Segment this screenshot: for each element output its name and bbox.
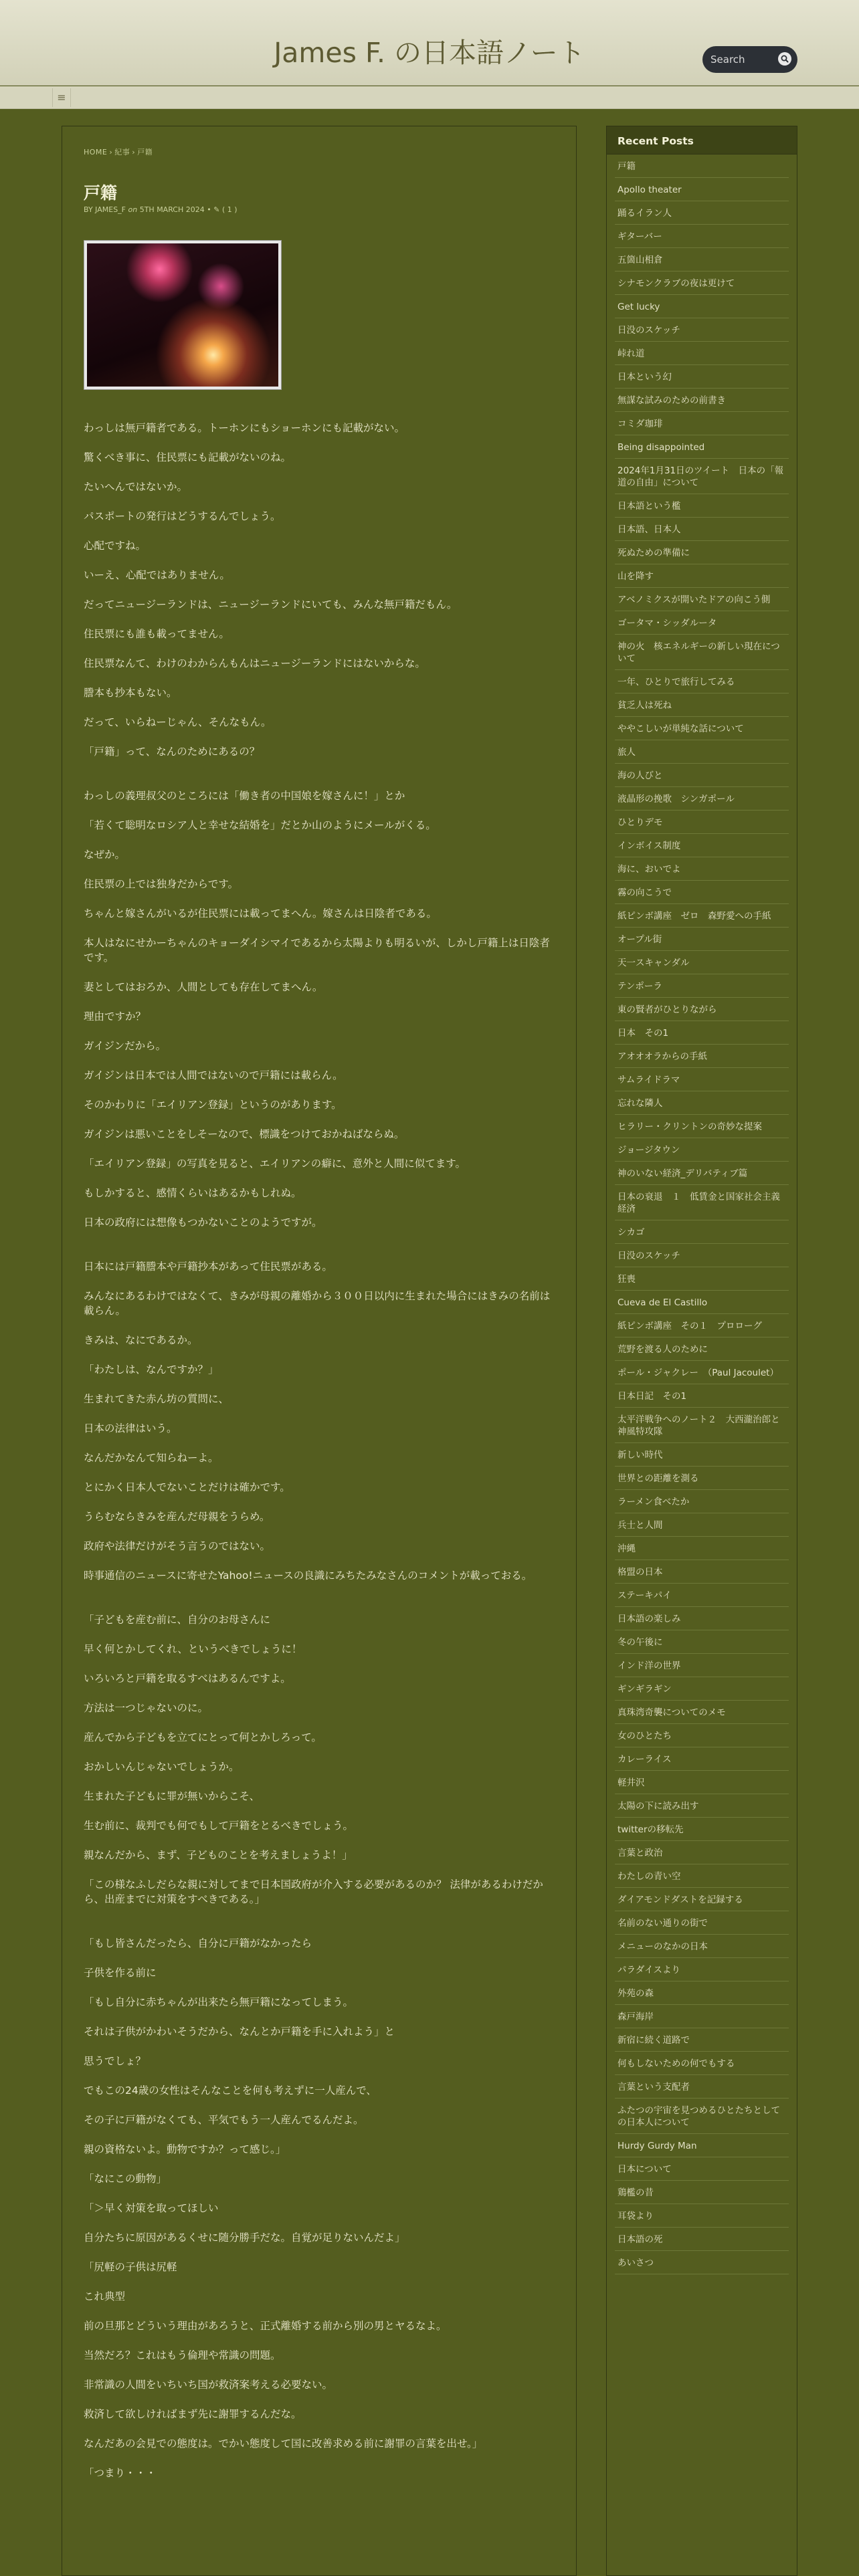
recent-post-link[interactable]: ふたつの宇宙を見つめるひとたちとしての日本人について [615,2099,789,2134]
recent-post-link[interactable]: 天一スキャンダル [615,951,789,974]
recent-post-link[interactable]: 日本という幻 [615,365,789,389]
search-input[interactable] [710,52,777,67]
post-paragraph: 親の資格ないよ。動物ですか？って感じ。」 [84,2143,286,2155]
post-paragraph: でもこの24歳の女性はそんなことを何も考えずに一人産んで、 [84,2084,377,2097]
breadcrumb [84,146,153,157]
post-paragraph: だってニュージーランドは、ニュージーランドにいても、みんな無戸籍だもん。 [84,599,458,611]
recent-post-link[interactable]: 日本語の死 [615,2228,789,2251]
recent-post-link[interactable]: オープル街 [615,928,789,951]
post-paragraph: それは子供がかわいそうだから、なんとか戸籍を手に入れよう」と [84,2026,395,2038]
post-paragraph: だって、いらねーじゃん、そんなもん。 [84,716,272,728]
post-paragraph: 本人はなにせかーちゃんのキョーダイシマイであるから太陽よりも明るいが、しかし戸籍上は日陰者です。 [84,937,550,964]
post-paragraph: 思うでしょ？ [84,2055,147,2067]
post-author[interactable]: JAMES_F [95,205,126,214]
post-paragraph: 「もし自分に赤ちゃんが出来たら無戸籍になってしまう。 [84,1996,354,2008]
recent-post-link[interactable]: 紙ピンボ講座 ゼロ 森野愛への手紙 [615,904,789,928]
recent-post-link[interactable]: ポール・ジャクレー （Paul Jacoulet） [615,1361,789,1384]
post-paragraph: 住民票の上では独身だからです。 [84,878,239,890]
comment-count[interactable]: ( 1 ) [221,205,237,214]
recent-post-link[interactable]: 兵士と人間 [615,1513,789,1537]
recent-post-link[interactable]: 鶏檻の昔 [615,2181,789,2204]
recent-post-link[interactable]: 言葉と政治 [615,1841,789,1864]
site-title[interactable]: James F. の日本語ノート [274,37,585,69]
post-paragraph: もしかすると、感情くらいはあるかもしれぬ。 [84,1187,302,1199]
post-paragraph: 理由ですか？ [84,1010,147,1023]
post-paragraph: 政府や法律だけがそう言うのではない。 [84,1540,271,1552]
recent-post-link[interactable]: サムライドラマ [615,1068,789,1091]
recent-post-link[interactable]: 一年、ひとりで旅行してみる [615,670,789,693]
comment-icon: ✎ [213,205,220,214]
post-paragraph: 妻としてはおろか、人間としても存在してまへん。 [84,981,323,993]
recent-post-link[interactable]: 名前のない通りの街で [615,1911,789,1935]
post-paragraph: 自分たちに原因があるくせに随分勝手だな。自覚が足りないんだよ」 [84,2232,405,2244]
meta-on: on [128,205,138,214]
search-box[interactable] [702,46,797,73]
recent-post-link[interactable]: Apollo theater [615,178,789,201]
post-paragraph: 早く何とかしてくれ、というべきでしょうに！ [84,1643,302,1655]
recent-post-link[interactable]: 日本語という檻 [615,494,789,518]
recent-post-link[interactable]: 日没のスケッチ [615,1244,789,1267]
post-paragraph: ガイジンは悪いことをしそーなので、標識をつけておかねばならぬ。 [84,1128,405,1140]
sidebar [606,126,797,2576]
recent-post-link[interactable]: ギターバー [615,225,789,248]
recent-post-link[interactable]: ダイアモンドダストを記録する [615,1888,789,1911]
post-paragraph: そのかわりに「エイリアン登録」というのがあります。 [84,1099,342,1111]
recent-post-link[interactable]: 山を降す [615,564,789,588]
recent-post-link[interactable]: 2024年1月31日のツイート 日本の「報道の自由」について [615,459,789,494]
menu-bar [0,86,859,109]
recent-post-link[interactable]: ヒラリー・クリントンの奇妙な提案 [615,1115,789,1138]
recent-post-link[interactable]: 真珠湾奇襲についてのメモ [615,1701,789,1724]
recent-post-link[interactable]: シナモンクラブの夜は更けて [615,272,789,295]
recent-post-link[interactable]: パラダイスより [615,1958,789,1981]
post-paragraph: とにかく日本人でないことだけは確かです。 [84,1481,290,1493]
post-paragraph: 生まれてきた赤ん坊の質問に、 [84,1393,229,1405]
recent-post-link[interactable]: ステーキパイ [615,1584,789,1607]
post-paragraph: おかしいんじゃないでしょうか。 [84,1761,240,1773]
recent-post-link[interactable]: シカゴ [615,1220,789,1244]
breadcrumb-current: 戸籍 [137,148,153,156]
breadcrumb-category[interactable]: 紀事 [114,148,130,156]
post-paragraph: 「若くて聡明なロシア人と幸せな結婚を」だとか山のようにメールがくる。 [84,819,436,831]
post-paragraph: 子供を作る前に [84,1967,157,1979]
post-paragraph: なぜか。 [84,849,126,861]
recent-post-link[interactable]: コミダ珈琲 [615,412,789,435]
recent-post-link[interactable]: 軽井沢 [615,1771,789,1794]
post-paragraph: みんなにあるわけではなくて、きみが母親の離婚から３００日以内に生まれた場合にはきみの名前は載らん。 [84,1290,551,1317]
recent-post-link[interactable]: 日本日記 その1 [615,1384,789,1408]
search-icon[interactable] [777,51,792,66]
post-paragraph: これ典型 [84,2290,126,2302]
post-title: 戸籍 [84,183,118,203]
post-paragraph: 日本の法律はいう。 [84,1422,177,1434]
recent-post-link[interactable]: Get lucky [615,295,789,318]
recent-post-link[interactable]: ややこしいが単純な話について [615,717,789,740]
recent-post-link[interactable]: 日本の衰退 １ 低賃金と国家社会主義経済 [615,1185,789,1220]
post-paragraph: 「子どもを産む前に、自分のお母さんに [84,1614,271,1626]
post-paragraph: 生まれた子どもに罪が無いからこそ、 [84,1790,260,1802]
recent-post-link[interactable]: 紙ピンボ講座 その１ プロローグ [615,1314,789,1337]
recent-post-link[interactable]: 太陽の下に読み出す [615,1794,789,1818]
post-paragraph: 「わたしは、なんですか？」 [84,1364,219,1376]
recent-post-link[interactable]: 女のひとたち [615,1724,789,1747]
recent-post-link[interactable]: ギンギラギン [615,1677,789,1701]
recent-post-link[interactable]: 無謀な試みのための前書き [615,389,789,412]
recent-post-link[interactable]: 新しい時代 [615,1443,789,1467]
recent-post-link[interactable]: 神のいない経済_デリバティブ篇 [615,1162,789,1185]
recent-post-link[interactable]: 東の賢者がひとりながら [615,998,789,1021]
post-paragraph: 救済して欲しければまず先に謝罪するんだな。 [84,2408,302,2420]
recent-post-link[interactable]: アベノミクスが開いたドアの向こう側 [615,588,789,611]
recent-post-link[interactable]: ゴータマ・シッダルータ [615,611,789,635]
post-paragraph: ちゃんと嫁さんがいるが住民票には載ってまへん。嫁さんは日陰者である。 [84,907,437,920]
recent-post-link[interactable]: 格盟の日本 [615,1560,789,1584]
post-paragraph: 「なにこの動物」 [84,2173,167,2185]
post-paragraph: 驚くべき事に、住民票にも記載がないのね。 [84,451,292,463]
recent-post-link[interactable]: 踊るイラン人 [615,201,789,225]
post-paragraph: 「この様なふしだらな親に対してまで日本国政府が介入する必要があるのか？ 法律があるわけだから、出産までに対策をすべきである。」 [84,1879,543,1905]
post-paragraph: 「エイリアン登録」の写真を見ると、エイリアンの癖に、意外と人間に似てます。 [84,1158,466,1170]
post-paragraph: 生む前に、裁判でも何でもして戸籍をとるべきでしょう。 [84,1820,354,1832]
recent-post-link[interactable]: ラーメン食べたか [615,1490,789,1513]
post-paragraph: 時事通信のニュースに寄せたYahoo!ニュースの良識にみちたみなさんのコメントが載っておる。 [84,1570,533,1582]
recent-post-link[interactable]: インボイス制度 [615,834,789,857]
recent-post-link[interactable]: 貧乏人は死ね [615,693,789,717]
site-header [0,0,859,86]
post-paragraph: 住民票にも誰も載ってません。 [84,628,229,640]
main-article [62,126,577,2576]
recent-post-link[interactable]: 峠れ道 [615,342,789,365]
post-paragraph: いろいろと戸籍を取るすべはあるんですよ。 [84,1673,291,1685]
recent-post-link[interactable]: 旅人 [615,740,789,764]
post-paragraph: 親なんだから、まず、子どものことを考えましょうよ！」 [84,1849,353,1861]
post-paragraph: 方法は一つじゃないのに。 [84,1702,209,1714]
post-paragraph: 前の旦那とどういう理由があろうと、正式離婚する前から別の男とヤるなよ。 [84,2320,447,2332]
recent-post-link[interactable]: インド洋の世界 [615,1654,789,1677]
recent-post-link[interactable]: 何もしないための何でもする [615,2052,789,2075]
post-paragraph: わっしの義理叔父のところには「働き者の中国娘を嫁さんに！」とか [84,790,405,802]
breadcrumb-separator: › [109,148,113,156]
post-paragraph: 謄本も抄本もない。 [84,687,177,699]
recent-post-link[interactable]: 死ぬための準備に [615,541,789,564]
recent-post-link[interactable]: 森戸海岸 [615,2005,789,2028]
recent-posts-title: Recent Posts [607,126,797,154]
post-paragraph: その子に戸籍がなくても、平気でもう一人産んでるんだよ。 [84,2114,364,2126]
post-paragraph: 産んでから子どもを立てにとって何とかしろって。 [84,1731,322,1743]
post-body [84,421,556,2495]
recent-post-link[interactable]: 冬の午後に [615,1630,789,1654]
post-date[interactable]: 5TH MARCH 2024 [139,205,205,214]
recent-post-link[interactable]: 世界との距離を測る [615,1467,789,1490]
recent-post-link[interactable]: カレーライス [615,1747,789,1771]
post-paragraph: 日本の政府には想像もつかないことのようですが。 [84,1216,322,1228]
post-paragraph: 「＞早く対策を取ってほしい [84,2202,219,2214]
recent-post-link[interactable]: 沖縄 [615,1537,789,1560]
recent-post-link[interactable]: 日本 その1 [615,1021,789,1045]
recent-post-link[interactable]: 海の人びと [615,764,789,787]
recent-post-link[interactable]: 戸籍 [615,154,789,178]
post-paragraph: 住民票なんて、わけのわからんもんはニュージーランドにはないからな。 [84,657,425,669]
meta-separator: • [207,205,211,214]
post-paragraph: 日本には戸籍謄本や戸籍抄本があって住民票がある。 [84,1261,332,1273]
recent-post-link[interactable]: 狂喪 [615,1267,789,1291]
recent-post-link[interactable]: 言葉という支配者 [615,2075,789,2099]
breadcrumb-separator: › [132,148,136,156]
post-image[interactable] [84,240,282,390]
recent-post-link[interactable]: 霧の向こうで [615,881,789,904]
post-paragraph: 非常識の人間をいちいち国が救済案考える必要ない。 [84,2379,333,2391]
post-paragraph: きみは、なにであるか。 [84,1334,198,1346]
post-meta [84,205,237,214]
recent-post-link[interactable]: 五箇山相倉 [615,248,789,272]
recent-post-link[interactable]: 新宿に続く道路で [615,2028,789,2052]
post-paragraph: ガイジンは日本では人間ではないので戸籍には載らん。 [84,1069,343,1081]
recent-post-link[interactable]: テンポーラ [615,974,789,998]
recent-post-link[interactable]: わたしの青い空 [615,1864,789,1888]
post-paragraph: 「もし皆さんだったら、自分に戸籍がなかったら [84,1937,312,1949]
post-paragraph: なんだかなんて知らねーよ。 [84,1452,219,1464]
post-paragraph: ガイジンだから。 [84,1040,167,1052]
recent-post-link[interactable]: 日本語の楽しみ [615,1607,789,1630]
recent-post-link[interactable]: あいさつ [615,2251,789,2274]
menu-toggle-icon[interactable]: ≡ [52,88,71,107]
post-paragraph: いーえ、心配ではありません。 [84,569,230,581]
recent-post-link[interactable]: 日没のスケッチ [615,318,789,342]
recent-post-link[interactable]: 外苑の森 [615,1981,789,2005]
breadcrumb-home[interactable]: HOME [84,148,108,156]
recent-post-link[interactable]: 日本について [615,2157,789,2181]
recent-post-link[interactable]: ジョージタウン [615,1138,789,1162]
post-paragraph: 当然だろ？これはもう倫理や常識の問題。 [84,2349,281,2361]
recent-post-link[interactable]: 忘れな隣人 [615,1091,789,1115]
post-paragraph: なんだあの会見での態度は。でかい態度して国に改善求める前に謝罪の言葉を出せ。」 [84,2438,483,2450]
recent-post-link[interactable]: 太平洋戦争へのノート２ 大西瀧治郎と神風特攻隊 [615,1408,789,1443]
recent-post-link[interactable]: 日本語、日本人 [615,518,789,541]
post-paragraph: わっしは無戸籍者である。トーホンにもショーホンにも記載がない。 [84,422,405,434]
post-paragraph: 「戸籍」って、なんのためにあるの？ [84,746,260,758]
recent-post-link[interactable]: twitterの移転先 [615,1818,789,1841]
recent-post-link[interactable]: Hurdy Gurdy Man [615,2134,789,2157]
post-paragraph: たいへんではないか。 [84,481,188,493]
recent-post-link[interactable]: メニューのなかの日本 [615,1935,789,1958]
recent-post-link[interactable]: 荒野を渡る人のために [615,1337,789,1361]
recent-post-link[interactable]: ひとりデモ [615,811,789,834]
recent-posts-list [607,154,797,2274]
post-paragraph: 「つまり・・・ [84,2467,157,2479]
recent-post-link[interactable]: 神の火 核エネルギーの新しい現在について [615,635,789,670]
recent-post-link[interactable]: 海に、おいでよ [615,857,789,881]
recent-post-link[interactable]: アオオオラからの手紙 [615,1045,789,1068]
recent-post-link[interactable]: 耳袋より [615,2204,789,2228]
post-paragraph: 「尻軽の子供は尻軽 [84,2261,177,2273]
post-photo [87,243,278,387]
recent-post-link[interactable]: Cueva de El Castillo [615,1291,789,1314]
post-paragraph: パスポートの発行はどうするんでしょう。 [84,510,281,522]
post-paragraph: うらむならきみを産んだ母親をうらめ。 [84,1511,270,1523]
recent-post-link[interactable]: 液晶形の挽歌 シンガポール [615,787,789,811]
post-paragraph: 心配ですね。 [84,540,147,552]
recent-post-link[interactable]: Being disappointed [615,435,789,459]
meta-by: BY [84,205,93,214]
